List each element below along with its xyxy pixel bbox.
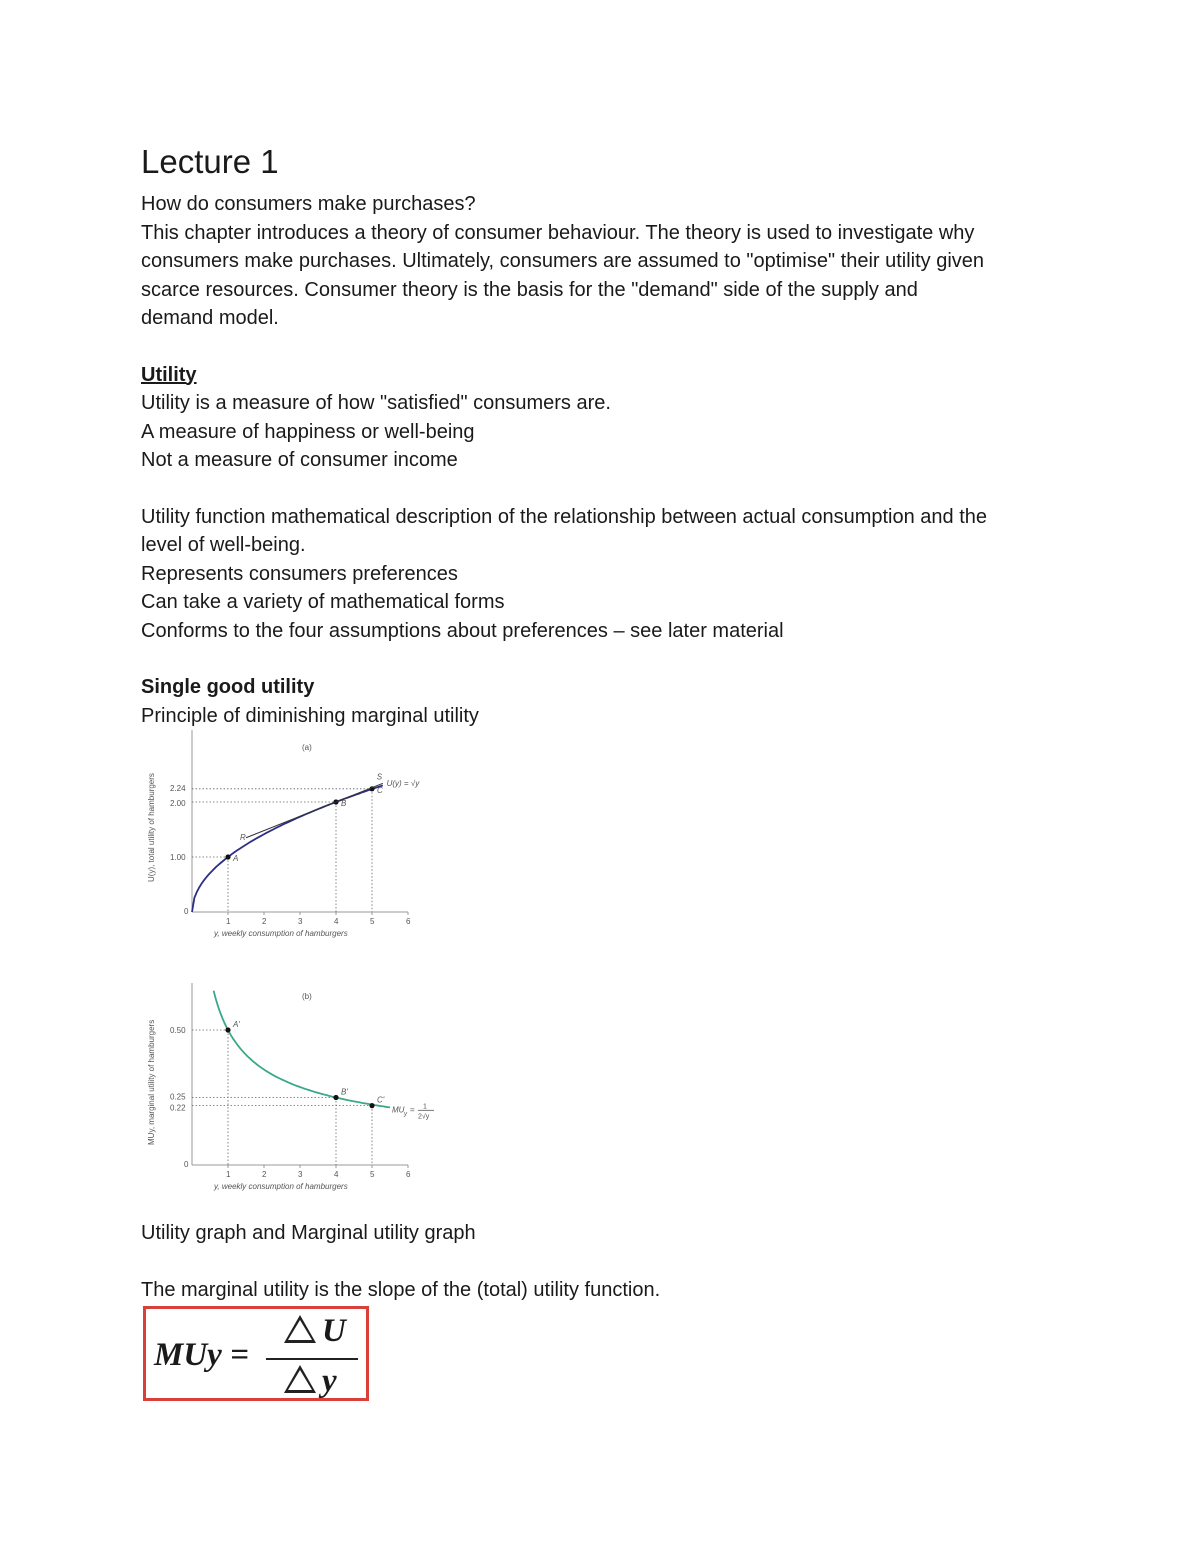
marginal-utility-text: The marginal utility is the slope of the (total) utility function. <box>141 1279 661 1301</box>
tangent-label: S <box>376 772 383 782</box>
utility-function-line: level of well-being. <box>141 534 306 556</box>
document-body <box>141 140 1071 730</box>
y-tick-label: 1.00 <box>170 853 186 862</box>
curve-label-lhs: MU <box>392 1105 405 1115</box>
page-title: Lecture 1 <box>141 143 279 180</box>
graph-caption: Utility graph and Marginal utility graph <box>141 1222 476 1244</box>
x-tick-label: 4 <box>334 917 339 926</box>
x-tick-label: 6 <box>406 1170 411 1179</box>
x-tick-label: 5 <box>370 917 375 926</box>
formula-denominator: y <box>284 1363 337 1400</box>
tangent-line <box>246 783 383 837</box>
utility-line: Not a measure of consumer income <box>141 449 458 471</box>
delta-icon <box>284 1315 316 1343</box>
point-label: A <box>233 854 239 863</box>
x-tick-label: 3 <box>298 917 303 926</box>
marginal-utility-formula <box>143 1306 369 1401</box>
y-tick-label: 2.24 <box>170 783 186 793</box>
data-point <box>369 1103 374 1108</box>
y-tick-label: 2.00 <box>170 799 186 808</box>
x-axis-label: y, weekly consumption of hamburgers <box>214 1182 348 1191</box>
chart-title: (b) <box>302 992 312 1001</box>
data-point <box>225 1027 230 1032</box>
utility-line: A measure of happiness or well-being <box>141 420 475 443</box>
single-good-subtitle: Principle of diminishing marginal utility <box>141 704 479 727</box>
curve-label: U(y) = √y <box>386 778 420 788</box>
total-utility-chart <box>140 722 480 942</box>
point-label: B <box>341 799 347 808</box>
utility-function-line: Represents consumers preferences <box>141 562 458 585</box>
point-label: C' <box>377 1095 385 1105</box>
x-tick-label: 1 <box>226 1170 231 1179</box>
chart-title: (a) <box>302 743 312 752</box>
formula-numerator: U <box>284 1313 346 1350</box>
utility-function-line: Can take a variety of mathematical forms <box>141 591 505 613</box>
intro-line: This chapter introduces a theory of consumer behaviour. The theory is used to investigate why <box>141 221 975 244</box>
intro-line: consumers make purchases. Ultimately, consumers are assumed to "optimise" their utility given <box>141 250 985 272</box>
curve-label-subscript: y <box>404 1111 407 1118</box>
utility-function-line: Utility function mathematical description of the relationship between actual consumption and the <box>141 505 988 528</box>
y-tick-label: 0.25 <box>170 1092 186 1102</box>
curve-label-numerator: 1 <box>423 1103 427 1111</box>
intro-question: How do consumers make purchases? <box>141 193 476 215</box>
data-point <box>333 1095 338 1100</box>
x-tick-label: 4 <box>334 1170 339 1179</box>
marginal-utility-chart <box>140 975 480 1195</box>
y-tick-label: 0.50 <box>170 1026 186 1035</box>
curve-label-denominator: 2√y <box>418 1113 430 1121</box>
delta-icon <box>284 1365 316 1393</box>
x-tick-label: 5 <box>370 1170 375 1179</box>
x-tick-label: 2 <box>262 917 267 926</box>
x-tick-label: 6 <box>406 917 411 926</box>
intro-line: scarce resources. Consumer theory is the basis for the "demand" side of the supply and <box>141 278 918 301</box>
point-label: A' <box>233 1020 240 1029</box>
utility-function-line: Conforms to the four assumptions about preferences – see later material <box>141 619 784 642</box>
series-line <box>214 991 390 1108</box>
curve-label-equals: = <box>410 1105 415 1115</box>
data-point <box>225 854 230 859</box>
x-tick-label: 0 <box>184 907 189 916</box>
x-tick-label: 0 <box>184 1160 189 1169</box>
single-good-heading: Single good utility <box>141 676 315 698</box>
utility-line: Utility is a measure of how "satisfied" consumers are. <box>141 392 611 414</box>
fraction-bar <box>266 1358 358 1360</box>
intro-line: demand model. <box>141 307 279 329</box>
series-line <box>192 785 383 912</box>
point-label: B' <box>341 1087 348 1097</box>
y-tick-label: 0.22 <box>170 1103 186 1113</box>
x-tick-label: 2 <box>262 1170 267 1179</box>
x-axis-label: y, weekly consumption of hamburgers <box>214 929 348 938</box>
x-tick-label: 1 <box>226 917 231 926</box>
y-axis-label: MUy, marginal utility of hamburgers <box>147 1019 156 1145</box>
utility-heading: Utility <box>141 363 197 386</box>
y-axis-label: U(y), total utility of hamburgers <box>147 773 156 882</box>
formula-lhs: MUy = <box>154 1337 249 1373</box>
tangent-label: R <box>240 832 246 842</box>
point-label: C <box>377 785 383 795</box>
x-tick-label: 3 <box>298 1170 303 1179</box>
